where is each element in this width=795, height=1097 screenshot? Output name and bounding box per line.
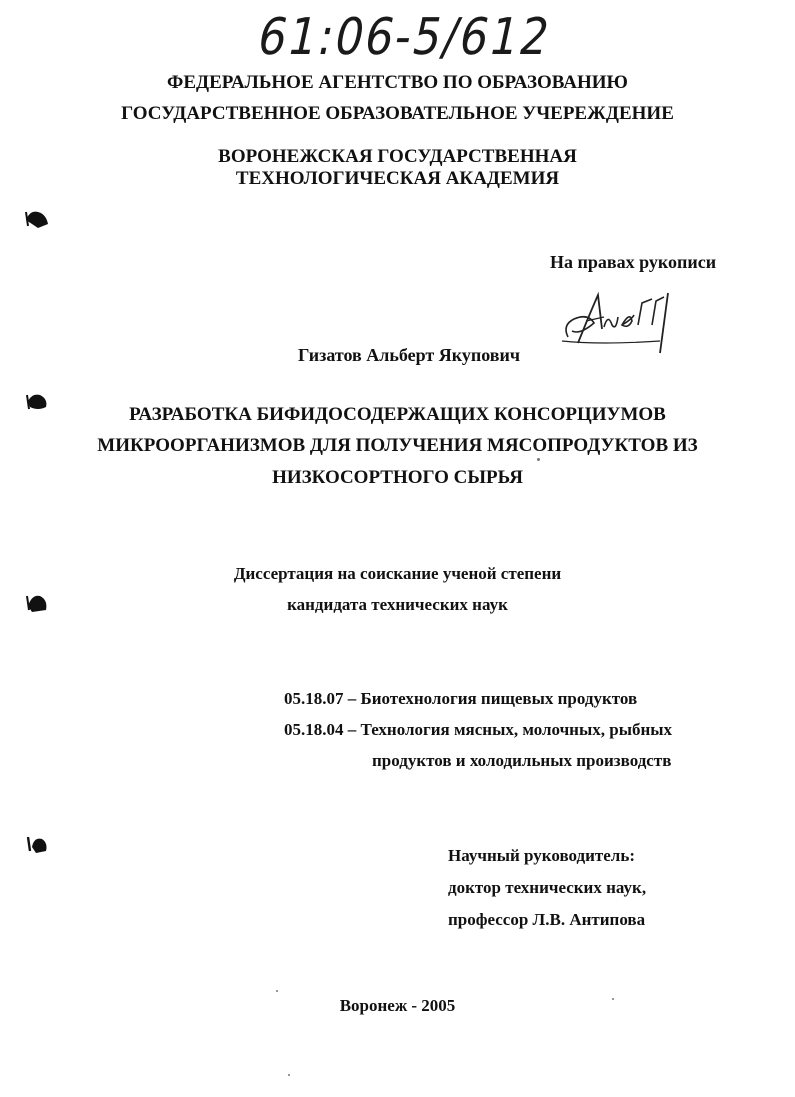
punch-mark-icon	[24, 208, 50, 230]
institution-header: ГОСУДАРСТВЕННОЕ ОБРАЗОВАТЕЛЬНОЕ УЧЕРЕЖДЕНИЕ	[121, 103, 674, 124]
scan-speck	[537, 458, 540, 461]
title-line-2: МИКРООРГАНИЗМОВ ДЛЯ ПОЛУЧЕНИЯ МЯСОПРОДУКТОВ ИЗ	[97, 435, 698, 456]
city-year: Воронеж - 2005	[339, 996, 456, 1015]
scan-speck	[276, 990, 278, 992]
academy-line-2: ТЕХНОЛОГИЧЕСКАЯ АКАДЕМИЯ	[235, 168, 560, 189]
signature-icon	[560, 285, 680, 360]
degree-line-2: кандидата технических наук	[287, 595, 508, 614]
specialty-row	[284, 689, 637, 709]
handwritten-archive-code: 61:06-5/612	[252, 8, 557, 67]
academy-line-1: ВОРОНЕЖСКАЯ ГОСУДАРСТВЕННАЯ	[218, 146, 577, 167]
specialty-name: – Биотехнология пищевых продуктов	[347, 689, 638, 708]
supervisor-name: профессор Л.В. Антипова	[448, 910, 646, 929]
specialty-code: 05.18.04	[284, 720, 344, 739]
punch-mark-icon	[24, 833, 50, 855]
supervisor-label: Научный руководитель:	[448, 846, 635, 865]
specialty-name: – Технология мясных, молочных, рыбных	[347, 720, 673, 739]
scan-speck	[612, 998, 614, 1000]
supervisor-degree: доктор технических наук,	[448, 878, 647, 897]
author-name: Гизатов Альберт Якупович	[298, 345, 521, 365]
scan-speck	[288, 1074, 290, 1076]
title-line-1: РАЗРАБОТКА БИФИДОСОДЕРЖАЩИХ КОНСОРЦИУМОВ	[129, 404, 666, 425]
specialty-code: 05.18.07	[284, 689, 344, 708]
degree-line-1: Диссертация на соискание ученой степени	[233, 564, 562, 583]
specialty-name-continuation: продуктов и холодильных производств	[372, 751, 672, 770]
manuscript-rights-label: На правах рукописи	[550, 252, 717, 272]
specialty-row	[284, 720, 672, 740]
title-line-3: НИЗКОСОРТНОГО СЫРЬЯ	[272, 467, 523, 488]
agency-header: ФЕДЕРАЛЬНОЕ АГЕНТСТВО ПО ОБРАЗОВАНИЮ	[167, 72, 628, 93]
